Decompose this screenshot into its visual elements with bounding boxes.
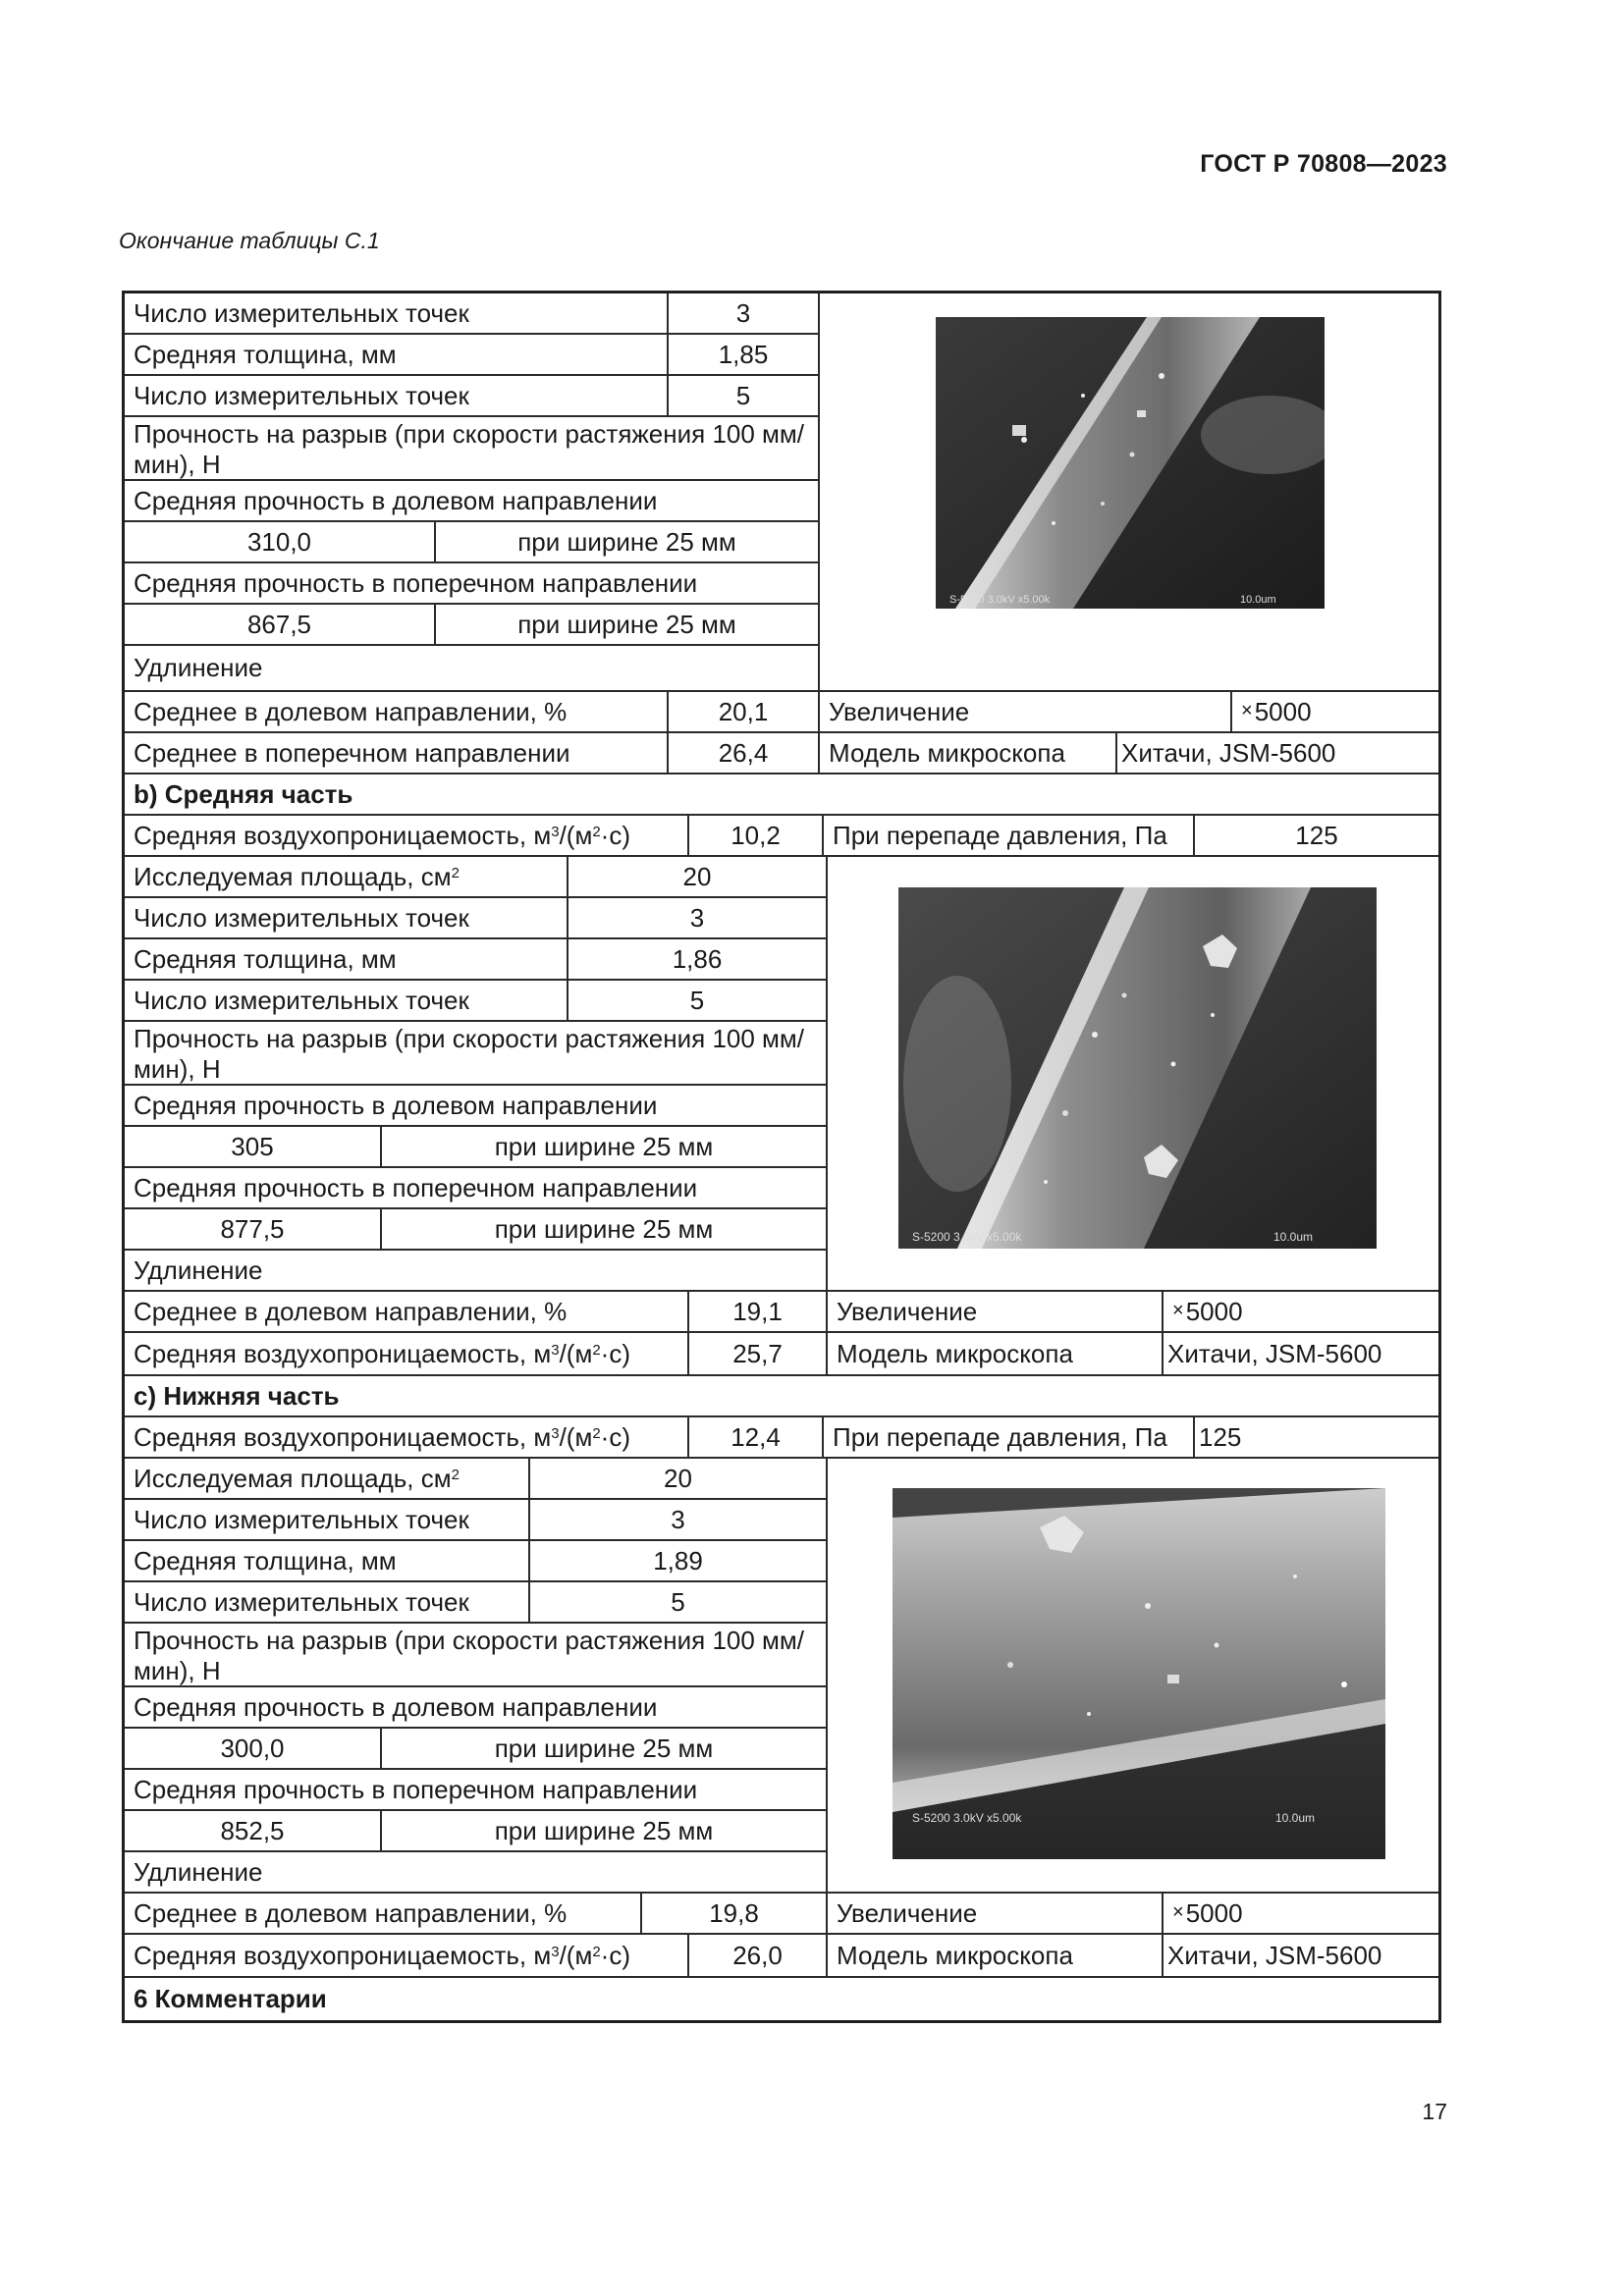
label-points-c1: Число измерительных точек: [125, 1500, 530, 1541]
label-long-strength-b: Средняя прочность в долевом направлении: [125, 1086, 828, 1127]
value-microscope-b: Хитачи, JSM-5600: [1164, 1333, 1438, 1376]
label-strength-a: Прочность на разрыв (при скорости растяжения 100 мм/мин), Н: [125, 417, 820, 481]
label-magnification-a: Увеличение: [820, 692, 1232, 733]
value-pressure-c: 125: [1195, 1417, 1438, 1459]
label-points-a2: Число измерительных точек: [125, 376, 669, 417]
photo-label-left-a: S-5200 3.0kV x5.00k: [949, 594, 1051, 606]
value-trans-strength-c: 852,5: [125, 1811, 382, 1852]
sem-micrograph-b: [898, 887, 1377, 1249]
label-microscope-a: Модель микроскопа: [820, 733, 1117, 774]
label-elongation-a: Удлинение: [125, 646, 820, 692]
value-trans-strength-a: 867,5: [125, 605, 436, 646]
width-trans-strength-c: при ширине 25 мм: [382, 1811, 828, 1852]
label-magnification-b: Увеличение: [828, 1292, 1164, 1333]
photo-label-right-c: 10.0um: [1275, 1811, 1316, 1825]
value-air2-b: 25,7: [689, 1333, 828, 1376]
sem-micrograph-a: [936, 317, 1325, 609]
value-air2-c: 26,0: [689, 1935, 828, 1978]
value-trans-strength-b: 877,5: [125, 1209, 382, 1251]
value-long-strength-c: 300,0: [125, 1729, 382, 1770]
value-magnification-b: × 5000: [1164, 1292, 1438, 1333]
label-microscope-b: Модель микроскопа: [828, 1333, 1164, 1376]
label-trans-avg-a: Среднее в поперечном направлении: [125, 733, 669, 774]
section-title-c: c) Нижняя часть: [125, 1376, 1438, 1417]
photo-label-right-a: 10.0um: [1240, 594, 1276, 606]
value-air-b: 10,2: [689, 816, 824, 857]
value-area-b: 20: [568, 857, 828, 898]
value-points-c2: 5: [530, 1582, 828, 1624]
sem-micrograph-c: [893, 1488, 1385, 1859]
label-long-avg-a: Среднее в долевом направлении, %: [125, 692, 669, 733]
label-pressure-b: При перепаде давления, Па: [824, 816, 1195, 857]
value-microscope-c: Хитачи, JSM-5600: [1164, 1935, 1438, 1978]
section-title-b: b) Средняя часть: [125, 774, 1438, 816]
document-code: ГОСТ Р 70808—2023: [1200, 150, 1447, 178]
value-long-strength-a: 310,0: [125, 522, 436, 563]
width-long-strength-c: при ширине 25 мм: [382, 1729, 828, 1770]
value-long-avg-c: 19,8: [642, 1894, 828, 1935]
table-caption: Окончание таблицы С.1: [119, 228, 380, 253]
value-microscope-a: Хитачи, JSM-5600: [1117, 733, 1438, 774]
value-thickness-a: 1,85: [669, 335, 820, 376]
label-air-c: Средняя воздухопроницаемость, м $^3$ /(м $^2$ ·с): [125, 1417, 689, 1459]
value-long-strength-b: 305: [125, 1127, 382, 1168]
label-strength-b: Прочность на разрыв (при скорости растяжения 100 мм/мин), Н: [125, 1022, 828, 1086]
label-points-a1: Число измерительных точек: [125, 294, 669, 335]
value-trans-avg-a: 26,4: [669, 733, 820, 774]
width-long-strength-b: при ширине 25 мм: [382, 1127, 828, 1168]
width-long-strength-a: при ширине 25 мм: [436, 522, 820, 563]
label-air2-c: Средняя воздухопроницаемость, м $^3$ /(м $^2$ ·с): [125, 1935, 689, 1978]
label-trans-strength-c: Средняя прочность в поперечном направлении: [125, 1770, 828, 1811]
label-area-c: Исследуемая площадь, см $^2$: [125, 1459, 530, 1500]
value-long-avg-a: 20,1: [669, 692, 820, 733]
label-long-strength-c: Средняя прочность в долевом направлении: [125, 1687, 828, 1729]
value-points-a2: 5: [669, 376, 820, 417]
value-long-avg-b: 19,1: [689, 1292, 828, 1333]
label-points-b1: Число измерительных точек: [125, 898, 568, 939]
label-strength-c: Прочность на разрыв (при скорости растяжения 100 мм/мин), Н: [125, 1624, 828, 1687]
label-air-b: Средняя воздухопроницаемость, м $^3$ /(м $^2$ ·с): [125, 816, 689, 857]
label-points-c2: Число измерительных точек: [125, 1582, 530, 1624]
value-thickness-b: 1,86: [568, 939, 828, 981]
value-points-b1: 3: [568, 898, 828, 939]
value-pressure-b: 125: [1195, 816, 1438, 857]
label-long-avg-c: Среднее в долевом направлении, %: [125, 1894, 642, 1935]
value-points-b2: 5: [568, 981, 828, 1022]
empty-cell-a: [820, 646, 1438, 692]
label-microscope-c: Модель микроскопа: [828, 1935, 1164, 1978]
label-thickness-a: Средняя толщина, мм: [125, 335, 669, 376]
width-trans-strength-b: при ширине 25 мм: [382, 1209, 828, 1251]
value-air-c: 12,4: [689, 1417, 824, 1459]
label-points-b2: Число измерительных точек: [125, 981, 568, 1022]
label-thickness-c: Средняя толщина, мм: [125, 1541, 530, 1582]
page-number: 17: [1422, 2099, 1447, 2124]
photo-label-left-c: S-5200 3.0kV x5.00k: [912, 1811, 1022, 1825]
label-magnification-c: Увеличение: [828, 1894, 1164, 1935]
photo-label-left-b: S-5200 3.0kV x5.00k: [912, 1230, 1022, 1244]
width-trans-strength-a: при ширине 25 мм: [436, 605, 820, 646]
value-thickness-c: 1,89: [530, 1541, 828, 1582]
value-magnification-a: × 5000: [1232, 692, 1438, 733]
label-pressure-c: При перепаде давления, Па: [824, 1417, 1195, 1459]
page-header: [0, 0, 1624, 275]
value-points-a1: 3: [669, 294, 820, 335]
label-long-strength-a: Средняя прочность в долевом направлении: [125, 481, 820, 522]
label-elongation-b: Удлинение: [125, 1251, 828, 1292]
label-thickness-b: Средняя толщина, мм: [125, 939, 568, 981]
value-points-c1: 3: [530, 1500, 828, 1541]
label-area-b: Исследуемая площадь, см $^2$: [125, 857, 568, 898]
label-trans-strength-a: Средняя прочность в поперечном направлении: [125, 563, 820, 605]
value-magnification-c: × 5000: [1164, 1894, 1438, 1935]
label-elongation-c: Удлинение: [125, 1852, 828, 1894]
section-title-comments: 6 Комментарии: [134, 1984, 327, 2014]
label-trans-strength-b: Средняя прочность в поперечном направлении: [125, 1168, 828, 1209]
label-long-avg-b: Среднее в долевом направлении, %: [125, 1292, 689, 1333]
value-area-c: 20: [530, 1459, 828, 1500]
label-air2-b: Средняя воздухопроницаемость, м $^3$ /(м $^2$ ·с): [125, 1333, 689, 1376]
photo-label-right-b: 10.0um: [1273, 1230, 1314, 1244]
